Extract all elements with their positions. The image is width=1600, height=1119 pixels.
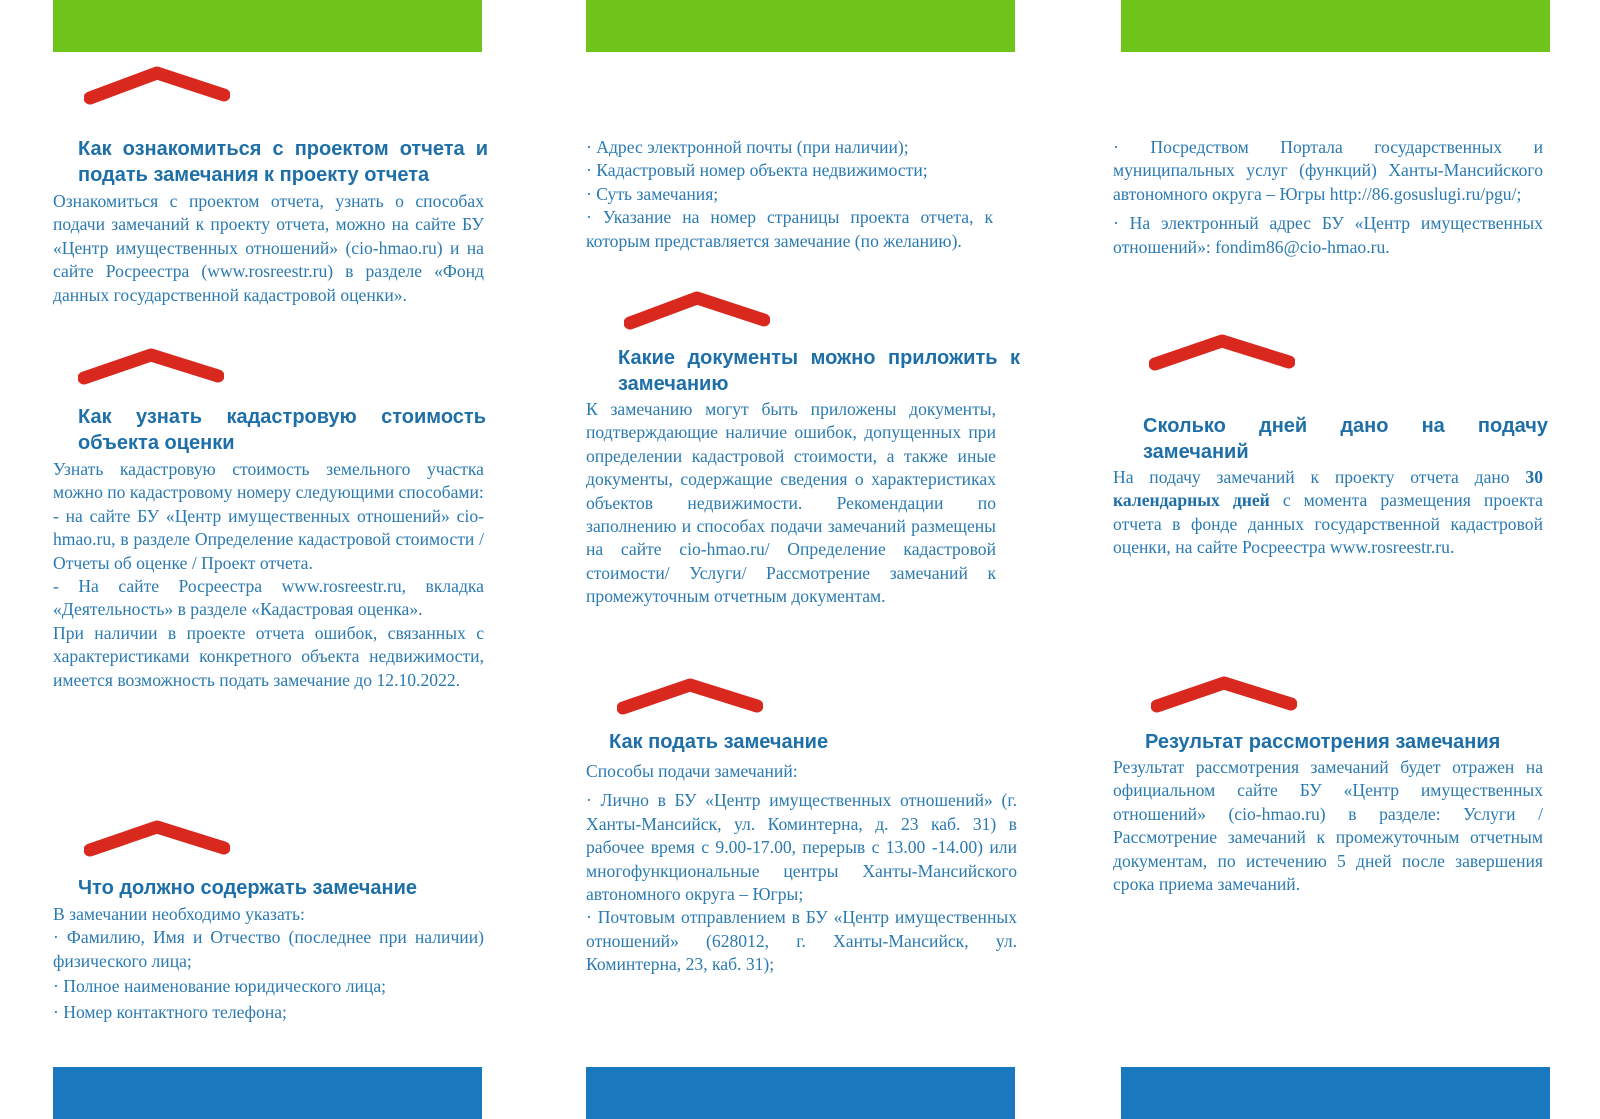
section-heading-cadastral-value: Как узнать кадастровую стоимость объекта оценки bbox=[78, 406, 486, 454]
list-item: · Кадастровый номер объекта недвижимости; bbox=[586, 160, 928, 181]
list-item: · Полное наименование юридического лица; bbox=[53, 976, 387, 997]
roof-chevron-icon bbox=[624, 289, 770, 331]
roof-chevron-icon bbox=[84, 818, 230, 860]
section-heading-review-result: Результат рассмотрения замечания bbox=[1145, 731, 1501, 753]
top-bar-col2 bbox=[586, 0, 1015, 52]
roof-chevron-icon bbox=[1151, 674, 1297, 716]
paragraph: При наличии в проекте отчета ошибок, связанных с характеристиками конкретного объекта недвижимости, имеется возможность подать замечание до 12.10.2022. bbox=[53, 622, 484, 690]
list-item: · Указание на номер страницы проекта отчета, к которым представляется замечание (по желанию). bbox=[586, 207, 993, 251]
text-run: с момента размещения проекта отчета в фонде данных государственной кадастровой оценки, на сайте Росреестра www.rosreestr.ru. bbox=[1113, 490, 1543, 558]
list-item: · Суть замечания; bbox=[586, 183, 719, 204]
section-text-how-to-submit bbox=[586, 760, 1017, 977]
roof-chevron-icon bbox=[84, 64, 230, 106]
bottom-bar-col1 bbox=[53, 1067, 482, 1119]
roof-chevron-icon bbox=[617, 676, 763, 718]
list-item: · На электронный адрес БУ «Центр имущественных отношений»: fondim86@cio-hmao.ru. bbox=[1113, 213, 1543, 257]
paragraph: - На сайте Росреестра www.rosreestr.ru, вкладка «Деятельность» в разделе «Кадастровая оценка». bbox=[53, 576, 484, 620]
section-heading-how-to-submit: Как подать замечание bbox=[609, 731, 829, 753]
list-item: · Посредством Портала государственных и муниципальных услуг (функций) Ханты-Мансийского автономного округа – Югры http://86.gosuslugi.ru/pgu/; bbox=[1113, 137, 1543, 204]
list-item: · Фамилию, Имя и Отчество (последнее при наличии) физического лица; bbox=[53, 927, 484, 971]
roof-chevron-icon bbox=[78, 346, 224, 388]
list-item: · Адрес электронной почты (при наличии); bbox=[586, 137, 909, 157]
section-text-remark-content bbox=[53, 903, 484, 1024]
list-item: · Номер контактного телефона; bbox=[53, 1001, 287, 1022]
paragraph: В замечании необходимо указать: bbox=[53, 904, 305, 924]
paragraph: Узнать кадастровую стоимость земельного участка можно по кадастровому номеру следующими способами: bbox=[53, 459, 484, 503]
text-run: На подачу замечаний к проекту отчета дано bbox=[1113, 467, 1526, 487]
section-text-cadastral-value bbox=[53, 458, 484, 692]
bottom-bar-col2 bbox=[586, 1067, 1015, 1119]
remark-fields-list bbox=[586, 136, 993, 253]
roof-chevron-icon bbox=[1149, 332, 1295, 374]
section-heading-remark-content: Что должно содержать замечание bbox=[78, 877, 418, 899]
section-text-deadline bbox=[1113, 466, 1543, 560]
section-text-review-result: Результат рассмотрения замечаний будет отражен на официальном сайте БУ «Центр имущественных отношений» (cio-hmao.ru) в разделе: Услуги / Рассмотрение замечаний к промежуточным отчетным документам, по истечению 5 дней после завершения срока приема замечаний. bbox=[1113, 757, 1543, 895]
section-heading-deadline: Сколько дней дано на подачу замечаний bbox=[1143, 415, 1548, 463]
paragraph: Способы подачи замечаний: bbox=[586, 761, 798, 781]
paragraph: - на сайте БУ «Центр имущественных отношений» cio-hmao.ru, в разделе Определение кадастровой стоимости / Отчеты об оценке / Проект отчета. bbox=[53, 505, 484, 573]
deadline-days: 30 календарных дней bbox=[1113, 467, 1543, 511]
top-bar-col3 bbox=[1121, 0, 1550, 52]
list-item: · Почтовым отправлением в БУ «Центр имущественных отношений» (628012, г. Ханты-Мансийск, ул. Коминтерна, 23, каб. 31); bbox=[586, 907, 1017, 975]
submission-methods-continued bbox=[1113, 136, 1543, 259]
section-heading-view-report: Как ознакомиться с проектом отчета и подать замечания к проекту отчета bbox=[78, 138, 488, 186]
top-bar-col1 bbox=[53, 0, 482, 52]
bottom-bar-col3 bbox=[1121, 1067, 1550, 1119]
section-text-view-report: Ознакомиться с проектом отчета, узнать о способах подачи замечаний к проекту отчета, можно на сайте БУ «Центр имущественных отношений» (cio-hmao.ru) и на сайте Росреестра (www.rosreestr.ru) в разделе «Фонд данных государственной кадастровой оценки». bbox=[53, 191, 484, 305]
section-heading-attach-documents: Какие документы можно приложить к замечанию bbox=[618, 347, 1020, 395]
list-item: · Лично в БУ «Центр имущественных отношений» (г. Ханты-Мансийск, ул. Коминтерна, д. 23 каб. 31) в рабочее время с 9.00-17.00, перерыв с 13.00 -14.00) или многофункциональные центры Ханты-Мансийского автономного округа – Югры; bbox=[586, 790, 1017, 905]
section-text-attach-documents: К замечанию могут быть приложены документы, подтверждающие наличие ошибок, допущенных при определении кадастровой стоимости, а также иные документы, содержащие сведения о характеристиках объектов недвижимости. Рекомендации по заполнению и способах подачи замечаний размещены на сайте cio-hmao.ru/ Определение кадастровой стоимости/ Услуги/ Рассмотрение замечаний к промежуточным отчетным документам. bbox=[586, 399, 996, 607]
